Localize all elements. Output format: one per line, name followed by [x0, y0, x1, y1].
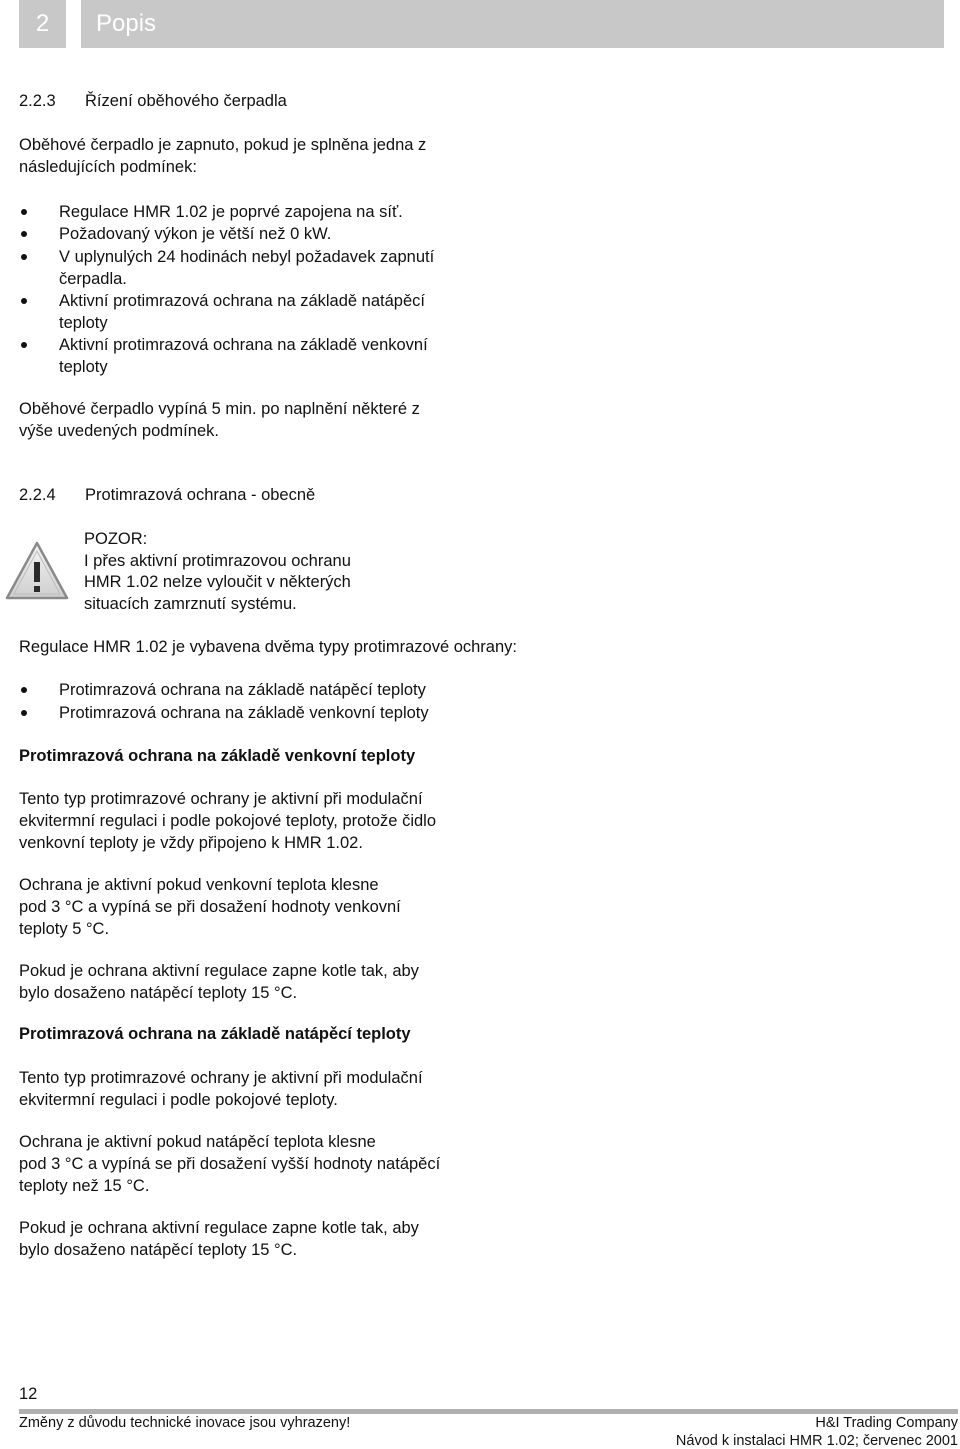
paragraph-line: Pokud je ochrana aktivní regulace zapne kotle tak, aby [19, 1219, 419, 1237]
subheading-outdoor: Protimrazová ochrana na základě venkovní teploty [19, 747, 416, 765]
section-heading-2-2-3 [19, 90, 287, 112]
paragraph-line: ekvitermní regulaci i podle pokojové teploty. [19, 1091, 338, 1109]
paragraph-line: následujících podmínek: [19, 158, 197, 176]
paragraph-line: Ochrana je aktivní pokud venkovní teplota klesne [19, 876, 379, 894]
paragraph-line: teploty než 15 °C. [19, 1177, 150, 1195]
section-heading-2-2-4 [19, 484, 315, 506]
footer-doc: Návod k instalaci HMR 1.02; červenec 2001 [675, 1433, 958, 1449]
list-item-continuation: teploty [59, 314, 108, 332]
paragraph-line: venkovní teploty je vždy připojeno k HMR 1.02. [19, 834, 363, 852]
paragraph-line: Tento typ protimrazové ochrany je aktivní při modulační [19, 1069, 423, 1087]
bullet-icon [21, 298, 27, 304]
subheading-flow: Protimrazová ochrana na základě natápěcí teploty [19, 1025, 411, 1043]
list-item-continuation: teploty [59, 358, 108, 376]
section-number: 2.2.4 [19, 486, 56, 504]
paragraph-line: Pokud je ochrana aktivní regulace zapne kotle tak, aby [19, 962, 419, 980]
paragraph-line: ekvitermní regulaci i podle pokojové teploty, protože čidlo [19, 812, 437, 830]
section-title: Řízení oběhového čerpadla [85, 92, 287, 110]
bullet-icon [21, 342, 27, 348]
bullet-icon [21, 710, 27, 716]
section-number: 2.2.3 [19, 92, 56, 110]
warning-text-line: HMR 1.02 nelze vyloučit v některých [84, 573, 351, 591]
list-item-continuation: čerpadla. [59, 270, 127, 288]
paragraph-line: bylo dosaženo natápěcí teploty 15 °C. [19, 984, 298, 1002]
warning-text-line: I přes aktivní protimrazovou ochranu [84, 552, 351, 570]
footer-divider [19, 1409, 958, 1414]
footer-left: Změny z důvodu technické inovace jsou vyhrazeny! [19, 1415, 351, 1431]
paragraph-line: pod 3 °C a vypíná se při dosažení hodnoty venkovní [19, 898, 401, 916]
paragraph-line: Tento typ protimrazové ochrany je aktivní při modulační [19, 790, 423, 808]
warning-label: POZOR: [84, 530, 148, 548]
paragraph-line: výše uvedených podmínek. [19, 422, 219, 440]
section-title: Protimrazová ochrana - obecně [85, 486, 316, 504]
paragraph-line: teploty 5 °C. [19, 920, 110, 938]
paragraph-line: pod 3 °C a vypíná se při dosažení vyšší hodnoty natápěcí [19, 1155, 441, 1173]
paragraph-line: Oběhové čerpadlo vypíná 5 min. po naplnění některé z [19, 400, 420, 418]
warning-triangle-icon [4, 540, 70, 602]
paragraph-line: bylo dosaženo natápěcí teploty 15 °C. [19, 1241, 298, 1259]
bullet-icon [21, 687, 27, 693]
paragraph-line: Ochrana je aktivní pokud natápěcí teplota klesne [19, 1133, 376, 1151]
warning-text-line: situacích zamrznutí systému. [84, 595, 297, 613]
paragraph-line: Regulace HMR 1.02 je vybavena dvěma typy protimrazové ochrany: [19, 638, 517, 656]
paragraph-line: Oběhové čerpadlo je zapnuto, pokud je splněna jedna z [19, 136, 427, 154]
chapter-title: Popis [81, 0, 944, 48]
bullet-icon [21, 254, 27, 260]
bullet-icon [21, 209, 27, 215]
footer-right: H&I Trading Company [815, 1415, 958, 1431]
page-number: 12 [19, 1385, 38, 1403]
bullet-icon [21, 231, 27, 237]
chapter-number: 2 [19, 0, 66, 48]
